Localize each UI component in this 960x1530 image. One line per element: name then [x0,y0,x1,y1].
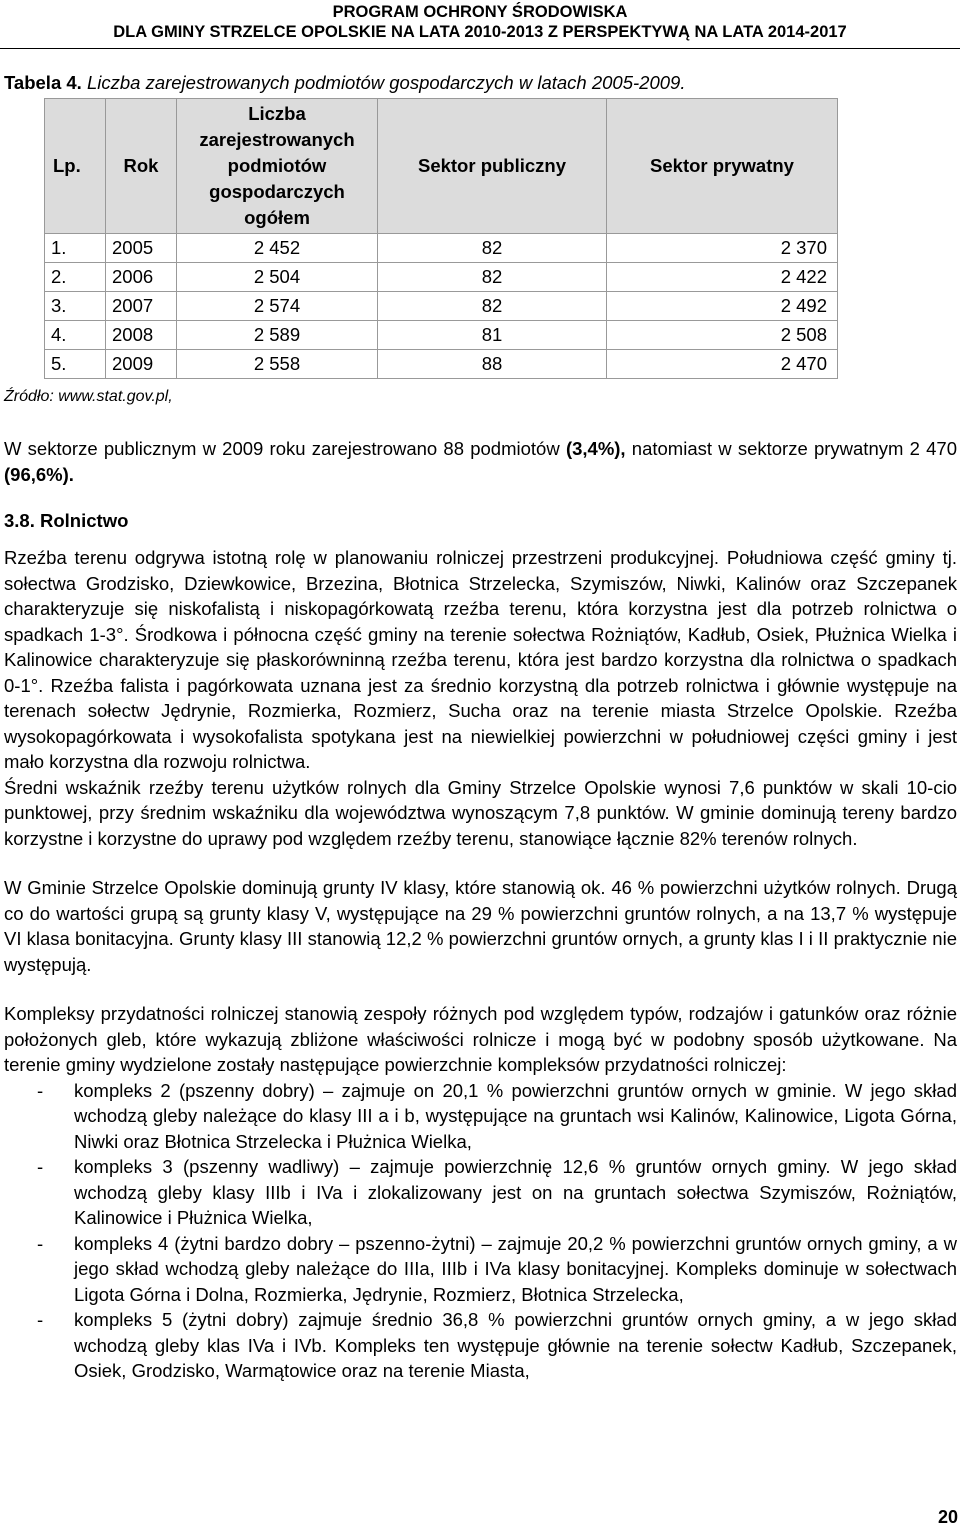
complexes-list [4,1078,957,1384]
cell-lp: 2. [45,263,106,292]
list-item-text: kompleks 2 (pszenny dobry) – zajmuje on 20,1 % powierzchni gruntów ornych w gminie. W jego skład wchodzą gleby należące do klasy III a i b, występujące na gruntach wsi Kalinów, Kalinowice, Ligota Górna, Niwki oraz Błotnica Strzelecka i Płużnica Wielka, [74,1079,957,1152]
cell-total: 2 558 [177,350,378,379]
cell-total: 2 589 [177,321,378,350]
table-source: Źródło: www.stat.gov.pl, [4,388,173,405]
cell-private: 2 370 [607,234,838,263]
table-row [45,350,838,379]
table-header-row [45,99,838,234]
spacer [4,977,957,1001]
summary-text-c: natomiast w sektorze prywatnym 2 470 [625,438,957,459]
table-row [45,292,838,321]
paragraph-complexes: Kompleksy przydatności rolniczej stanowią zespoły różnych pod względem typów, rodzajów i gatunków oraz różnie położonych gleb, które wykazują zbliżone właściwości rolnicze i mogą być w podobny sposób użytkowane. Na terenie gminy wydzielone zostały następujące powierzchnie kompleksów przydatności rolniczej: [4,1003,957,1075]
list-dash: - [37,1079,44,1101]
cell-public: 81 [378,321,607,350]
list-dash: - [37,1309,44,1330]
paragraph-relief: Rzeźba terenu odgrywa istotną rolę w planowaniu rolniczej przestrzeni produkcyjnej. Południowa część gminy tj. sołectwa Grodzisko, Dziewkowice, Brzezina, Błotnica Strzelecka, Szymiszów, Niwki, Kalinów oraz Szczepanek charakteryzuje się niskofalistą i niskopagórkowatą rzeźba terenu, która korzystna jest dla potrzeb rolnictwa o spadkach 1-3°. Środkowa i północna część gminy na terenie sołectwa Rożniątów, Kadłub, Osiek, Płużnica Wielka i Kalinowice charakteryzuje się płaskorówninną rzeźba terenu, która jest bardzo korzystna dla rolnictwa o spadkach 0-1°. Rzeźba falista i pagórkowata uznana jest za średnio korzystną dla potrzeb rolnictwa i głównie występuje na terenach sołectw Jędrynie, Rozmierka, Rozmierz, Sucha oraz na terenie miasta Strzelce Opolskie. Rzeźba wysokopagórkowata i wysokofalista spotykana jest na niewielkiej powierzchni w południowej części gminy i jest mało korzystna dla rozwoju rolnictwa. [4,547,957,772]
table-caption-text: Liczba zarejestrowanych podmiotów gospodarczych w latach 2005-2009. [86,72,686,93]
cell-rok: 2008 [106,321,177,350]
summary-paragraph [4,436,957,487]
list-item [4,1231,957,1308]
cell-private: 2 470 [607,350,838,379]
cell-rok: 2007 [106,292,177,321]
section-body [4,545,957,1384]
summary-pct-private: (96,6%). [4,463,74,485]
table-row [45,234,838,263]
list-item [4,1078,957,1155]
header-total: Liczba zarejestrowanych podmiotów gospodarczych ogółem [177,99,378,234]
cell-public: 88 [378,350,607,379]
cell-lp: 5. [45,350,106,379]
list-item-text: kompleks 5 (żytni dobry) zajmuje średnio 36,8 % powierzchni gruntów ornych gminy, a w jego skład wchodzą gleby klas IVa i IVb. Kompleks ten występuje głównie na terenie sołectw Kadłub, Szczepanek, Osiek, Grodzisko, Warmątowice oraz na terenie Miasta, [74,1309,957,1381]
cell-public: 82 [378,263,607,292]
cell-total: 2 574 [177,292,378,321]
spacer [4,851,957,875]
page-number: 20 [937,1507,958,1527]
cell-total: 2 504 [177,263,378,292]
list-item [4,1154,957,1231]
cell-public: 82 [378,292,607,321]
header-private: Sektor prywatny [607,99,838,234]
paragraph-soil-classes: W Gminie Strzelce Opolskie dominują grunty IV klasy, które stanowią ok. 46 % powierzchni użytków rolnych. Drugą co do wartości grupą są grunty klasy V, występujące na 29 % powierzchni gruntów rolnych, a na 13,7 % występuje VI klasa bonitacyjna. Grunty klasy III stanowią 12,2 % powierzchni gruntów ornych, a grunty klas I i II praktycznie nie występują. [4,877,957,975]
table-caption-label: Tabela 4. [4,72,82,93]
header-rule [0,48,960,49]
cell-lp: 4. [45,321,106,350]
cell-total: 2 452 [177,234,378,263]
header-line-2: DLA GMINY STRZELCE OPOLSKIE NA LATA 2010-2013 Z PERSPEKTYWĄ NA LATA 2014-2017 [113,23,847,41]
list-item-text: kompleks 3 (pszenny wadliwy) – zajmuje powierzchnię 12,6 % gruntów ornych gminy. W jego skład wchodzą gleby klasy IIIb i IVa i zlokalizowany jest on na gruntach sołectwa Szymiszów, Rożniątów, Kalinowice i Płużnica Wielka, [74,1156,957,1228]
page-header [0,2,960,49]
cell-private: 2 508 [607,321,838,350]
list-item [4,1307,957,1384]
header-lp: Lp. [45,99,106,234]
header-rok: Rok [106,99,177,234]
cell-lp: 3. [45,292,106,321]
list-dash: - [37,1232,44,1254]
summary-text-a: W sektorze publicznym w 2009 roku zarejestrowano 88 podmiotów [4,438,566,459]
businesses-table [44,98,838,379]
table-row [45,321,838,350]
list-item-text: kompleks 4 (żytni bardzo dobry – pszenno-żytni) – zajmuje 20,2 % powierzchni gruntów ornych gminy, a w jego skład wchodzą gleby należące do IIIa, IIIb i IVa klasy bonitacyjnej. Kompleks dominuje w sołectwach Ligota Górna i Dolna, Rozmierka, Jędrynie, Rozmierz, Błotnica Strzelecka, [74,1232,957,1305]
table-caption [4,72,685,94]
cell-public: 82 [378,234,607,263]
header-public: Sektor publiczny [378,99,607,234]
cell-rok: 2006 [106,263,177,292]
list-dash: - [37,1156,44,1177]
cell-rok: 2009 [106,350,177,379]
header-line-1: PROGRAM OCHRONY ŚRODOWISKA [332,3,628,21]
paragraph-index: Średni wskaźnik rzeźby terenu użytków rolnych dla Gminy Strzelce Opolskie wynosi 7,6 punktów w skali 10-cio punktowej, przy średnim wskaźniku dla województwa wynoszącym 7,8 punktów. W gminie dominują tereny bardzo korzystne i korzystne do uprawy pod względem rzeźby terenu, stanowiące łącznie 82% terenów rolnych. [4,776,957,849]
cell-private: 2 492 [607,292,838,321]
table-row [45,263,838,292]
cell-rok: 2005 [106,234,177,263]
cell-lp: 1. [45,234,106,263]
summary-pct-public: (3,4%), [565,438,626,459]
cell-private: 2 422 [607,263,838,292]
section-title: 3.8. Rolnictwo [4,510,129,531]
